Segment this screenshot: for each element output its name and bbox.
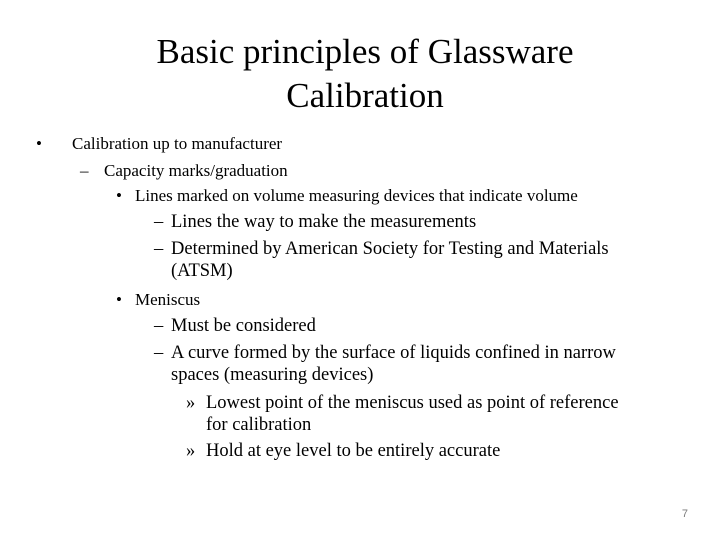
bullet-level-4 (154, 238, 674, 282)
bullet-marker: – (154, 343, 164, 363)
page-number: 7 (681, 508, 688, 520)
bullet-text: Calibration up to manufacturer (72, 134, 283, 153)
bullet-level-4 (154, 211, 674, 233)
bullet-level-5 (186, 440, 676, 462)
bullet-text (206, 392, 676, 436)
bullet-text: Hold at eye level to be entirely accurate (206, 441, 501, 461)
bullet-level-2 (80, 160, 696, 182)
bullet-marker: – (154, 316, 164, 336)
bullet-level-3 (116, 185, 696, 207)
bullet-text-line: Lowest point of the meniscus used as point of reference (206, 393, 619, 413)
bullet-marker: » (186, 441, 196, 461)
bullet-level-4 (154, 342, 674, 386)
slide-title-line-2: Calibration (286, 76, 444, 115)
bullet-text-line: A curve formed by the surface of liquids confined in narrow (171, 343, 616, 363)
bullet-marker: – (80, 161, 89, 180)
bullet-text-line: (ATSM) (171, 261, 233, 281)
bullet-text: Lines the way to make the measurements (171, 212, 477, 232)
bullet-text: Lines marked on volume measuring devices that indicate volume (135, 186, 578, 205)
bullet-text-line: spaces (measuring devices) (171, 365, 374, 385)
bullet-marker: • (116, 290, 122, 309)
bullet-text (171, 238, 674, 282)
bullet-text-line: for calibration (206, 415, 312, 435)
bullet-text: Meniscus (135, 290, 201, 309)
bullet-marker: • (36, 134, 42, 153)
bullet-text: Capacity marks/graduation (104, 161, 288, 180)
bullet-marker: • (116, 186, 122, 205)
bullet-level-4 (154, 315, 674, 337)
bullet-marker: » (186, 393, 196, 413)
bullet-level-1 (36, 133, 696, 155)
bullet-marker: – (154, 239, 164, 259)
bullet-marker: – (154, 212, 164, 232)
bullet-text (171, 342, 674, 386)
bullet-text: Must be considered (171, 316, 316, 336)
bullet-text-line: Determined by American Society for Testing and Materials (171, 239, 609, 259)
slide-title-line-1: Basic principles of Glassware (156, 32, 574, 71)
bullet-level-5 (186, 392, 676, 436)
bullet-level-3 (116, 289, 696, 311)
